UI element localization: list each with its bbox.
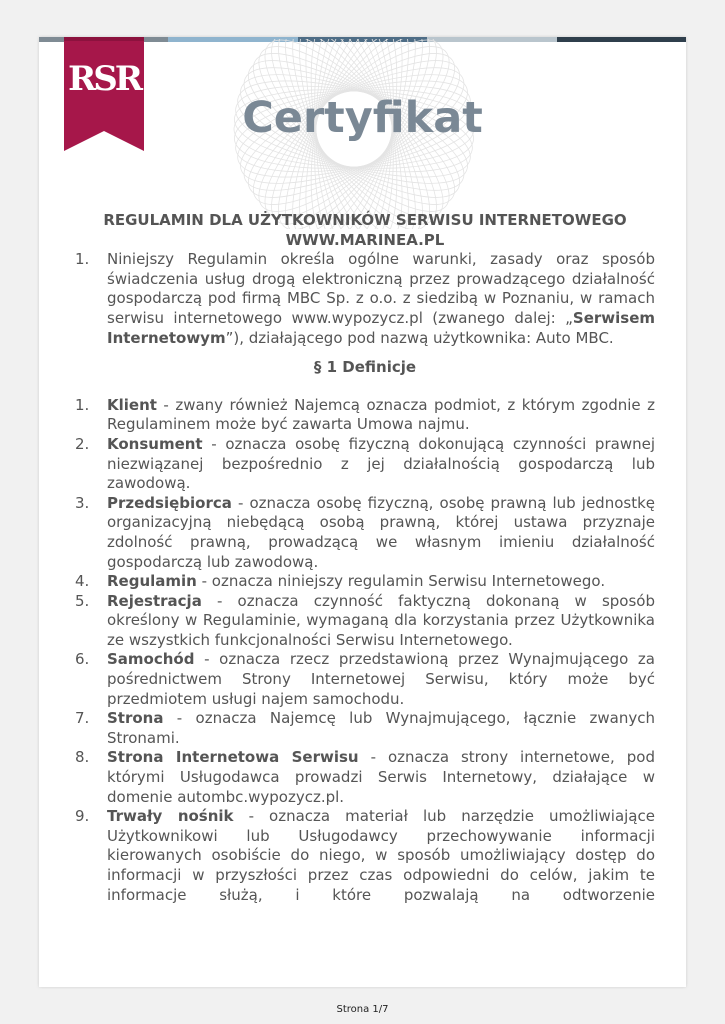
definition-text: Trwały nośnik - oznacza materiał lub narzędzie umożliwiające Użytkownikowi lub Usługodawcy przechowywanie informacji kierowanych osobiście do niego, w sposób umożliwiający dostęp do informacji w przyszłości przez czas odpowiedni do celów, jakim te informacje służą, i które pozwalają na odtworzenie: [107, 807, 655, 904]
intro-text: Niniejszy Regulamin określa ogólne warunki, zasady oraz sposób świadczenia usług drogą elektroniczną przez prowadzącego działalność gospodarczą pod firmą MBC Sp. z o.o. z siedzibą w Poznaniu, w ramach serwisu internetowego www.wypozycz.pl (zwanego dalej: „Serwisem Internetowym”), działającego pod nazwą użytkownika: Auto MBC.: [107, 250, 655, 347]
color-bar-segment: [557, 37, 686, 42]
document-page: [39, 37, 686, 987]
page-number: Strona 1/7: [336, 1004, 389, 1015]
list-item: [75, 572, 655, 592]
definition-term: Trwały nośnik: [107, 807, 234, 826]
list-item: [75, 807, 655, 905]
list-item: [75, 709, 655, 748]
definition-text: Klient - zwany również Najemcą oznacza podmiot, z którym zgodnie z Regulaminem może być zawarta Umowa najmu.: [107, 395, 655, 434]
definition-text: Strona - oznacza Najemcę lub Wynajmującego, łącznie zwanych Stronami.: [107, 709, 655, 747]
definition-term: Strona: [107, 709, 164, 728]
definition-term: Rejestracja: [107, 591, 202, 610]
list-number: 3.: [75, 493, 90, 512]
definition-term: Konsument: [107, 434, 203, 453]
list-item: [75, 494, 655, 572]
list-item: [75, 396, 655, 435]
definition-text: Konsument - oznacza osobę fizyczną dokonującą czynności prawnej niezwiązanej bezpośrednio z jej działalnością gospodarczą lub zawodową.: [107, 434, 655, 493]
definition-term: Klient: [107, 395, 157, 414]
list-item: [75, 592, 655, 651]
list-item: [75, 435, 655, 494]
definition-text: Strona Internetowa Serwisu - oznacza strony internetowe, pod którymi Usługodawca prowadzi Serwis Internetowy, działające w domenie autombc.wypozycz.pl.: [107, 748, 655, 806]
list-item: [75, 650, 655, 709]
list-number: 6.: [75, 650, 90, 669]
intro-list: [75, 250, 655, 348]
definition-term: Strona Internetowa Serwisu: [107, 748, 359, 767]
list-number: 7.: [75, 709, 90, 728]
page-title: Certyfikat: [242, 93, 483, 143]
document-heading-url: WWW.MARINEA.PL: [285, 230, 445, 249]
list-number: 1.: [75, 250, 90, 269]
section-title: § 1 Definicje: [313, 358, 417, 377]
list-number: 5.: [75, 591, 90, 610]
logo-text: RSR: [67, 59, 141, 99]
intro-item: [75, 250, 655, 348]
definition-term: Regulamin: [107, 572, 197, 591]
definitions-list: [75, 396, 655, 905]
list-number: 9.: [75, 807, 90, 826]
definition-text: Przedsiębiorca - oznacza osobę fizyczną, osobę prawną lub jednostkę organizacyjną niebędącą osobą prawną, której ustawa przyznaje zdolność prawną, prowadzącą we własnym imieniu działalność gospodarczą lub zawodową.: [107, 493, 655, 571]
list-number: 1.: [75, 395, 90, 414]
definition-text: Regulamin - oznacza niniejszy regulamin Serwisu Internetowego.: [107, 572, 606, 591]
list-number: 8.: [75, 748, 90, 767]
list-item: [75, 748, 655, 807]
definition-term: Samochód: [107, 650, 195, 669]
document-body: [75, 211, 655, 905]
definition-term: Przedsiębiorca: [107, 493, 232, 512]
list-number: 4.: [75, 572, 90, 591]
definition-text: Rejestracja - oznacza czynność faktyczną dokonaną w sposób określony w Regulaminie, wymaganą dla korzystania przez Użytkownika ze wszystkich funkcjonalności Serwisu Internetowego.: [107, 591, 655, 649]
definition-text: Samochód - oznacza rzecz przedstawioną przez Wynajmującego za pośrednictwem Strony Internetowej Serwisu, który może być przedmiotem usługi najem samochodu.: [107, 650, 655, 708]
list-number: 2.: [75, 434, 90, 453]
document-heading: REGULAMIN DLA UŻYTKOWNIKÓW SERWISU INTERNETOWEGO: [103, 211, 627, 229]
